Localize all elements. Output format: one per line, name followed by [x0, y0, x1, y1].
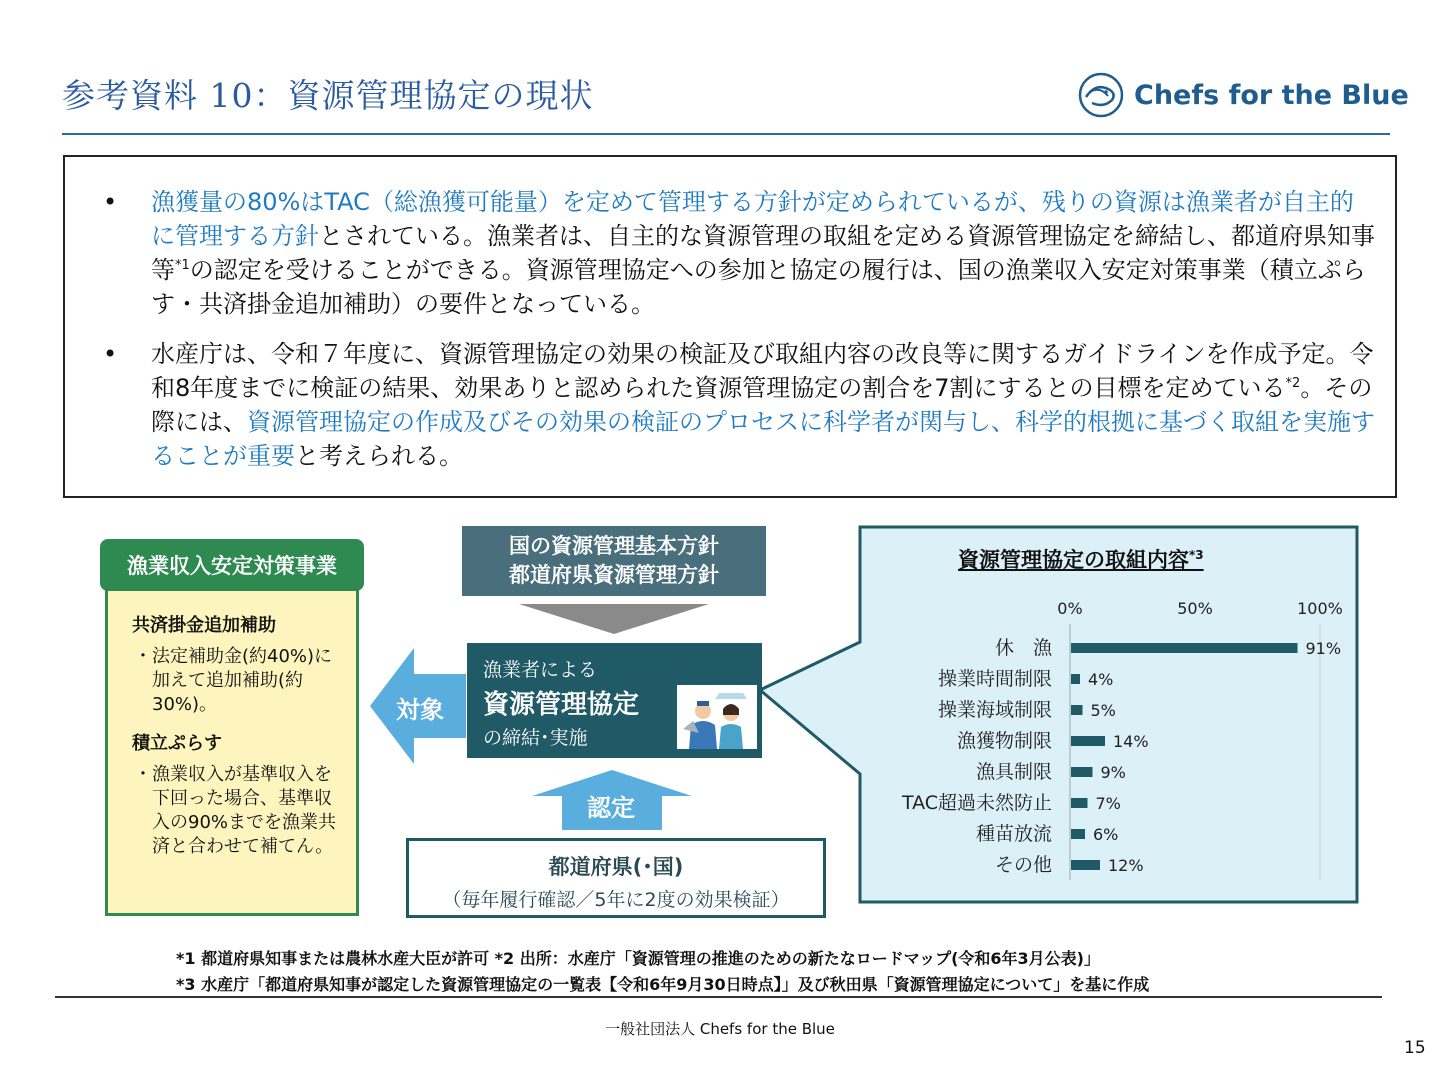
- footnote-2: *3 水産庁「都道府県知事が認定した資源管理協定の一覧表【令和6年9月30日時点】」及び秋田県「資源管理協定について」を基に作成: [176, 975, 1150, 994]
- prefecture-line2: （毎年履行確認／5年に2度の効果検証）: [442, 889, 790, 911]
- chart-tick-label: 0%: [1057, 599, 1083, 618]
- chart-tick-label: 50%: [1177, 599, 1213, 618]
- chart-value-label: 5%: [1090, 701, 1116, 720]
- chart-value-label: 6%: [1093, 825, 1119, 844]
- subsidy-heading: 共済掛金追加補助: [132, 615, 276, 636]
- bullet-dot-icon: •: [103, 188, 118, 216]
- summary-box: [63, 155, 1397, 498]
- chart-category-label: 漁具制限: [975, 761, 1052, 783]
- page-title: 参考資料 10：資源管理協定の現状: [62, 76, 594, 115]
- tsumitate-text: 漁業収入が基準収入を下回った場合、基準収入の90%までを漁業共済と合わせて補てん。: [152, 764, 337, 857]
- chart-category-label: 休 漁: [994, 637, 1052, 659]
- summary-bullet-2: [103, 337, 1377, 473]
- program-tab: 漁業収入安定対策事業: [100, 539, 364, 591]
- tsumitate-item: [132, 763, 346, 859]
- bullet-mark: ・: [134, 646, 152, 667]
- footer-divider: [55, 996, 1382, 998]
- chart-bar: [1071, 767, 1093, 777]
- highlight-text: 漁獲量の80%はTAC（総漁獲可能量）を定めて管理する方針が定められているが、残りの資源は漁業者が自主的に管理する方針: [151, 188, 1354, 250]
- chart-bar: [1071, 798, 1088, 808]
- prefecture-line1: 都道府県(･国): [548, 855, 684, 879]
- policy-prefectural: 都道府県資源管理方針: [509, 563, 719, 587]
- policy-national: 国の資源管理基本方針: [509, 534, 719, 558]
- chart-bar: [1071, 705, 1083, 715]
- agreement-line2: 資源管理協定: [483, 690, 640, 720]
- chart-value-label: 4%: [1088, 670, 1114, 689]
- chart-value-label: 12%: [1108, 856, 1144, 875]
- down-arrow-icon: [519, 604, 709, 634]
- logo-text: Chefs for the Blue: [1134, 79, 1409, 111]
- bullet-dot-icon: •: [103, 340, 118, 368]
- subsidy-text: 法定補助金(約40%)に加えて追加補助(約30%)。: [152, 646, 333, 715]
- chart-bar: [1071, 829, 1085, 839]
- chart-value-label: 14%: [1113, 732, 1149, 751]
- fish-logo-icon: [1076, 70, 1126, 120]
- target-label: 対象: [396, 696, 444, 724]
- organization-name: 一般社団法人 Chefs for the Blue: [605, 1020, 835, 1038]
- body-text: とされている。漁業者は、自主的な資源管理の取組を定める資源管理協定を締結し、都道府県知事等: [151, 222, 1375, 284]
- footnote-ref: *2: [1285, 376, 1301, 391]
- footnote-1: *1 都道府県知事または農林水産大臣が許可 *2 出所：水産庁「資源管理の推進のための新たなロードマップ(令和6年3月公表)」: [176, 949, 1100, 968]
- chart-title: [958, 544, 1204, 574]
- summary-bullet-1: [103, 185, 1377, 321]
- highlight-text: 資源管理協定の作成及びその効果の検証のプロセスに科学者が関与し、科学的根拠に基づく取組を実施することが重要: [151, 408, 1375, 470]
- chart-title-note: *3: [1189, 548, 1204, 562]
- logo: [1076, 70, 1409, 120]
- fishermen-illustration-icon: [677, 685, 757, 749]
- chart-category-label: 操業時間制限: [937, 668, 1052, 690]
- footnote-ref: *1: [175, 258, 190, 273]
- agreement-line1: 漁業者による: [483, 659, 598, 681]
- chart-value-label: 9%: [1100, 763, 1126, 782]
- program-box: [105, 588, 359, 916]
- chart-bar: [1071, 736, 1105, 746]
- body-text: 。その際には、: [151, 374, 1373, 436]
- page-number: 15: [1404, 1038, 1426, 1058]
- chart-bar: [1071, 860, 1100, 870]
- body-text: の認定を受けることができる。資源管理協定への参加と協定の履行は、国の漁業収入安定対策事業（積立ぷらす・共済掛金追加補助）の要件となっている。: [151, 256, 1366, 318]
- body-text: と考えられる。: [295, 442, 463, 470]
- title-divider: [62, 133, 1390, 135]
- policy-box: [462, 526, 766, 596]
- chart-category-label: 種苗放流: [975, 823, 1052, 845]
- bar-chart: [866, 594, 1346, 886]
- chart-title-text: 資源管理協定の取組内容: [958, 548, 1189, 572]
- chart-bar: [1071, 674, 1080, 684]
- chart-category-label: その他: [994, 854, 1052, 876]
- body-text: 水産庁は、令和７年度に、資源管理協定の効果の検証及び取組内容の改良等に関するガイドラインを作成予定。令和8年度までに検証の結果、効果ありと認められた資源管理協定の割合を7割にするとの目標を定めている: [151, 340, 1374, 402]
- chart-value-label: 91%: [1305, 639, 1342, 658]
- tsumitate-heading: 積立ぷらす: [132, 733, 222, 754]
- chart-category-label: 操業海域制限: [937, 699, 1052, 721]
- certification-label: 認定: [587, 794, 635, 822]
- chart-category-label: TAC超過未然防止: [901, 792, 1052, 814]
- bullet-mark: ・: [134, 764, 152, 785]
- chart-bar: [1071, 643, 1298, 653]
- chart-tick-label: 100%: [1297, 599, 1343, 618]
- agreement-line3: の締結･実施: [483, 727, 588, 749]
- chart-value-label: 7%: [1095, 794, 1121, 813]
- subsidy-item: [132, 645, 346, 717]
- chart-category-label: 漁獲物制限: [956, 730, 1052, 752]
